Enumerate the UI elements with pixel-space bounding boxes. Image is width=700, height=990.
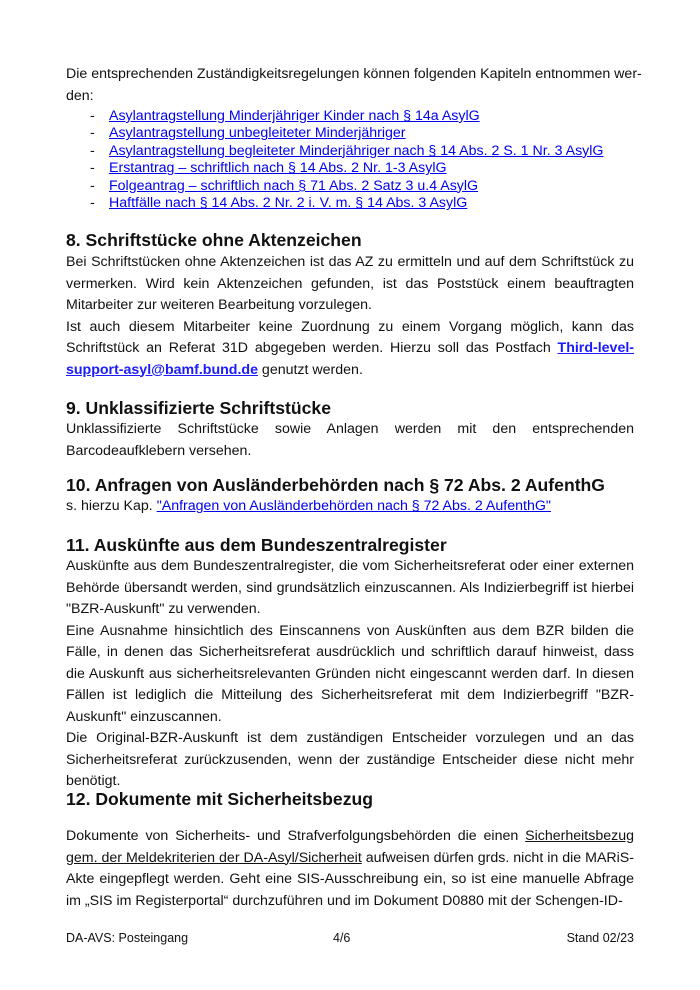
section-8-paragraph-1: Bei Schriftstücken ohne Aktenzeichen ist das AZ zu ermitteln und auf dem Schriftstück zu vermerken. Wird kein Aktenzeichen gefunden, ist das Poststück einem beauftragten Mitarbeiter zur weiteren Bearbeitung vorzulegen.: [66, 254, 634, 313]
list-item: [66, 195, 634, 212]
section-9-heading: 9. Unklassifizierte Schriftstücke: [66, 398, 331, 418]
page-footer: [66, 928, 634, 948]
link-anfragen-auslaenderbehoerden[interactable]: "Anfragen von Ausländerbehörden nach § 72 Abs. 2 AufenthG": [156, 498, 551, 514]
section-8-body: [66, 252, 634, 381]
chapter-link-list: [66, 108, 634, 212]
section-11-body: [66, 556, 634, 793]
link-minderjaehrige-kinder[interactable]: Asylantragstellung Minderjähriger Kinder nach § 14a AsylG: [109, 108, 480, 124]
bullet-dash: -: [90, 195, 95, 212]
section-10-body: [66, 496, 634, 518]
section-10: [66, 474, 634, 496]
link-erstantrag[interactable]: Erstantrag – schriftlich nach § 14 Abs. 2 Nr. 1-3 AsylG: [109, 160, 447, 177]
intro-line-1: Die entsprechenden Zuständigkeitsregelungen können folgenden Kapiteln entnommen wer-: [66, 66, 642, 82]
email-link-part-2[interactable]: support-asyl@bamf.bund.de: [66, 361, 258, 378]
link-haftfaelle[interactable]: Haftfälle nach § 14 Abs. 2 Nr. 2 i. V. m. § 14 Abs. 3 AsylG: [109, 195, 468, 212]
section-12: [66, 788, 634, 810]
section-10-prefix: s. hierzu Kap.: [66, 498, 157, 514]
link-begleitete-minderjaehrige[interactable]: Asylantragstellung begleiteter Minderjähriger nach § 14 Abs. 2 S. 1 Nr. 3 AsylG: [109, 142, 604, 159]
list-item: [66, 178, 634, 195]
list-item: [66, 143, 634, 160]
footer-date: Stand 02/23: [566, 931, 634, 945]
list-item: [66, 108, 634, 125]
section-9: [66, 397, 634, 419]
link-unbegleitete-minderjaehrige[interactable]: Asylantragstellung unbegleiteter Minderjähriger: [109, 125, 406, 142]
section-11-paragraph-3: Die Original-BZR-Auskunft ist dem zuständigen Entscheider vorzulegen und an das Sicherheitsreferat zurückzusenden, wenn der zuständige Entscheider diese nicht mehr benötigt.: [66, 730, 634, 789]
section-9-paragraph: Unklassifizierte Schriftstücke sowie Anlagen werden mit den entsprechenden Barcodeaufklebern versehen.: [66, 421, 634, 459]
section-9-body: [66, 419, 634, 462]
section-8: [66, 229, 634, 251]
footer-document-title: DA-AVS: Posteingang: [66, 931, 189, 945]
bullet-dash: -: [90, 142, 95, 159]
intro-line-2: den:: [66, 87, 94, 104]
list-item: [66, 125, 634, 142]
section-10-heading: 10. Anfragen von Ausländerbehörden nach § 72 Abs. 2 AufenthG: [66, 475, 605, 495]
section-12-body: [66, 826, 634, 912]
intro-paragraph: [66, 64, 642, 107]
email-link-part-1[interactable]: Third-level-: [557, 340, 634, 356]
bullet-dash: -: [90, 160, 95, 177]
section-11: [66, 534, 634, 556]
list-item: [66, 160, 634, 177]
sicherheitsbezug-reference: Sicherheitsbezug gem. der Meldekriterien der DA-Asyl/Sicherheit: [66, 828, 634, 866]
link-folgeantrag[interactable]: Folgeantrag – schriftlich nach § 71 Abs. 2 Satz 3 u.4 AsylG: [109, 177, 479, 194]
bullet-dash: -: [90, 108, 95, 124]
section-11-paragraph-2: Eine Ausnahme hinsichtlich des Einscannens von Auskünften aus dem BZR bilden die Fälle, in denen das Sicherheitsreferat ausdrücklich und schriftlich darauf hinweist, dass die Auskunft aus sicherheitsrelevanten Gründen nicht eingescannt werden darf. In diesen Fällen ist lediglich die Mitteilung des Sicherheitsreferat mit dem Indizierbegriff "BZR-Auskunft" einzuscannen.: [66, 622, 634, 725]
bullet-dash: -: [90, 125, 95, 142]
section-12-paragraph: Dokumente von Sicherheits- und Strafverfolgungsbehörden die einen Sicherheitsbezug gem. der Meldekriterien der DA-Asyl/Sicherheit aufweisen dürfen grds. nicht in die MARiS-Akte eingepflegt werden. Geht eine SIS-Ausschreibung ein, so ist eine manuelle Abfrage im „SIS im Registerportal“ durchzuführen und im Dokument D0880 mit der Schengen-ID-: [66, 828, 634, 909]
section-11-paragraph-1: Auskünfte aus dem Bundeszentralregister, die vom Sicherheitsreferat oder einer externen Behörde übersandt werden, sind grundsätzlich einzuscannen. Als Indizierbegriff ist hierbei "BZR-Auskunft" zu verwenden.: [66, 558, 634, 617]
section-8-heading: 8. Schriftstücke ohne Aktenzeichen: [66, 230, 362, 250]
footer-page-number: 4/6: [333, 931, 351, 945]
section-12-heading: 12. Dokumente mit Sicherheitsbezug: [66, 789, 373, 809]
bullet-dash: -: [90, 177, 95, 194]
section-8-paragraph-2: Ist auch diesem Mitarbeiter keine Zuordnung zu einem Vorgang möglich, kann das Schriftstück an Referat 31D abgegeben werden. Hierzu soll das Postfach Third-level- support-asyl@bamf.bund.de genutzt werden.: [66, 318, 634, 378]
section-11-heading: 11. Auskünfte aus dem Bundeszentralregister: [66, 535, 447, 555]
